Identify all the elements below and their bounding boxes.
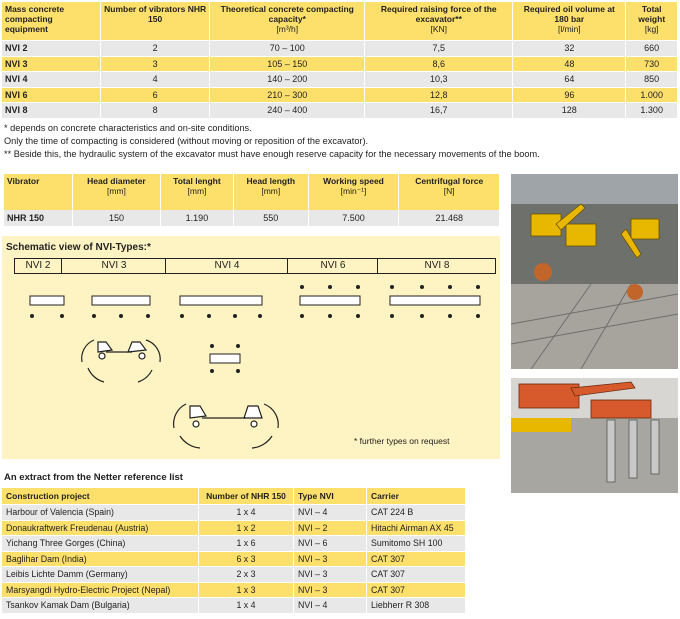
nvi8-frame: [390, 296, 480, 305]
type-label-nvi2: NVI 2: [25, 260, 51, 271]
vibrator-spec-table: [4, 174, 500, 226]
col-header: Type NVI: [294, 488, 367, 505]
table-row: NVI 3 3 105 – 150 8,6 48 730: [2, 56, 678, 72]
nvi4-top-frame: [210, 354, 240, 363]
nvi3-frame: [92, 296, 150, 305]
footnote: * depends on concrete characteristics and on-site conditions.: [4, 123, 252, 133]
type-label-nvi6: NVI 6: [287, 259, 378, 273]
site-photo-bottom: [511, 378, 678, 493]
col-header: Number of vibrators NHR 150: [101, 2, 210, 41]
schematic-title: Schematic view of NVI-Types:*: [6, 242, 151, 253]
site-photo-top: [511, 174, 678, 369]
table-row: NHR 150 150 1.190 550 7.500 21.468: [4, 210, 500, 226]
table-row: Yichang Three Gorges (China) 1 x 6 NVI – 6 Sumitomo SH 100: [2, 536, 466, 552]
nvi4-rotation-diagram: [174, 404, 279, 448]
footnote: ** Beside this, the hydraulic system of the excavator must have enough reserve capacity for the necessary movements of the boom.: [4, 149, 540, 159]
table-row: NVI 4 4 140 – 200 10,3 64 850: [2, 72, 678, 88]
type-label-nvi4: NVI 4: [165, 259, 288, 273]
nvi3-rotation-diagram: [82, 340, 161, 382]
col-header: Theoretical concrete compacting capacity* [m³/h]: [210, 2, 365, 41]
col-header: Centrifugal force [N]: [399, 174, 500, 210]
col-header: Total weight [kg]: [626, 2, 678, 41]
col-header: Head length [mm]: [233, 174, 308, 210]
col-header: Vibrator: [4, 174, 73, 210]
table-row: NVI 8 8 240 – 400 16,7 128 1.300: [2, 103, 678, 118]
table-row: Donaukraftwerk Freudenau (Austria) 1 x 2 NVI – 2 Hitachi Airman AX 45: [2, 520, 466, 536]
col-header: Working speed [min⁻¹]: [308, 174, 399, 210]
table-row: NVI 2 2 70 – 100 7,5 32 660: [2, 41, 678, 57]
nvi6-frame: [300, 296, 360, 305]
table-row: NVI 6 6 210 – 300 12,8 96 1.000: [2, 87, 678, 103]
reference-title: An extract from the Netter reference list: [4, 472, 183, 483]
col-header: Total lenght [mm]: [160, 174, 233, 210]
table-row: Marsyangdi Hydro-Electric Project (Nepal) 1 x 3 NVI – 3 CAT 307: [2, 582, 466, 598]
type-label-nvi8: NVI 8: [377, 259, 496, 273]
table-row: Leibis Lichte Damm (Germany) 2 x 3 NVI – 3 CAT 307: [2, 567, 466, 583]
col-header: Mass concrete compacting equipment: [2, 2, 101, 41]
type-label-nvi3: NVI 3: [61, 259, 166, 273]
col-header: Construction project: [2, 488, 199, 505]
col-header: Head diameter [mm]: [73, 174, 161, 210]
footnote: Only the time of compacting is considered (without moving or reposition of the excavator).: [4, 136, 369, 146]
table-row: Baglihar Dam (India) 6 x 3 NVI – 3 CAT 307: [2, 551, 466, 567]
col-header: Carrier: [367, 488, 466, 505]
nvi-capacity-table: [2, 2, 678, 118]
col-header: Required raising force of the excavator** [KN]: [365, 2, 513, 41]
table-row: Tsankov Kamak Dam (Bulgaria) 1 x 4 NVI – 4 Liebherr R 308: [2, 598, 466, 613]
col-header: Number of NHR 150: [199, 488, 294, 505]
reference-table: [2, 488, 466, 613]
schematic-panel: [2, 236, 500, 459]
schematic-drawing: [2, 236, 500, 459]
table-row: Harbour of Valencia (Spain) 1 x 4 NVI – 4 CAT 224 B: [2, 505, 466, 521]
footnotes: [4, 122, 540, 161]
further-types-note: * further types on request: [354, 436, 450, 446]
nvi4-frame: [180, 296, 262, 305]
col-header: Required oil volume at 180 bar [l/min]: [513, 2, 626, 41]
nvi2-frame: [30, 296, 64, 305]
